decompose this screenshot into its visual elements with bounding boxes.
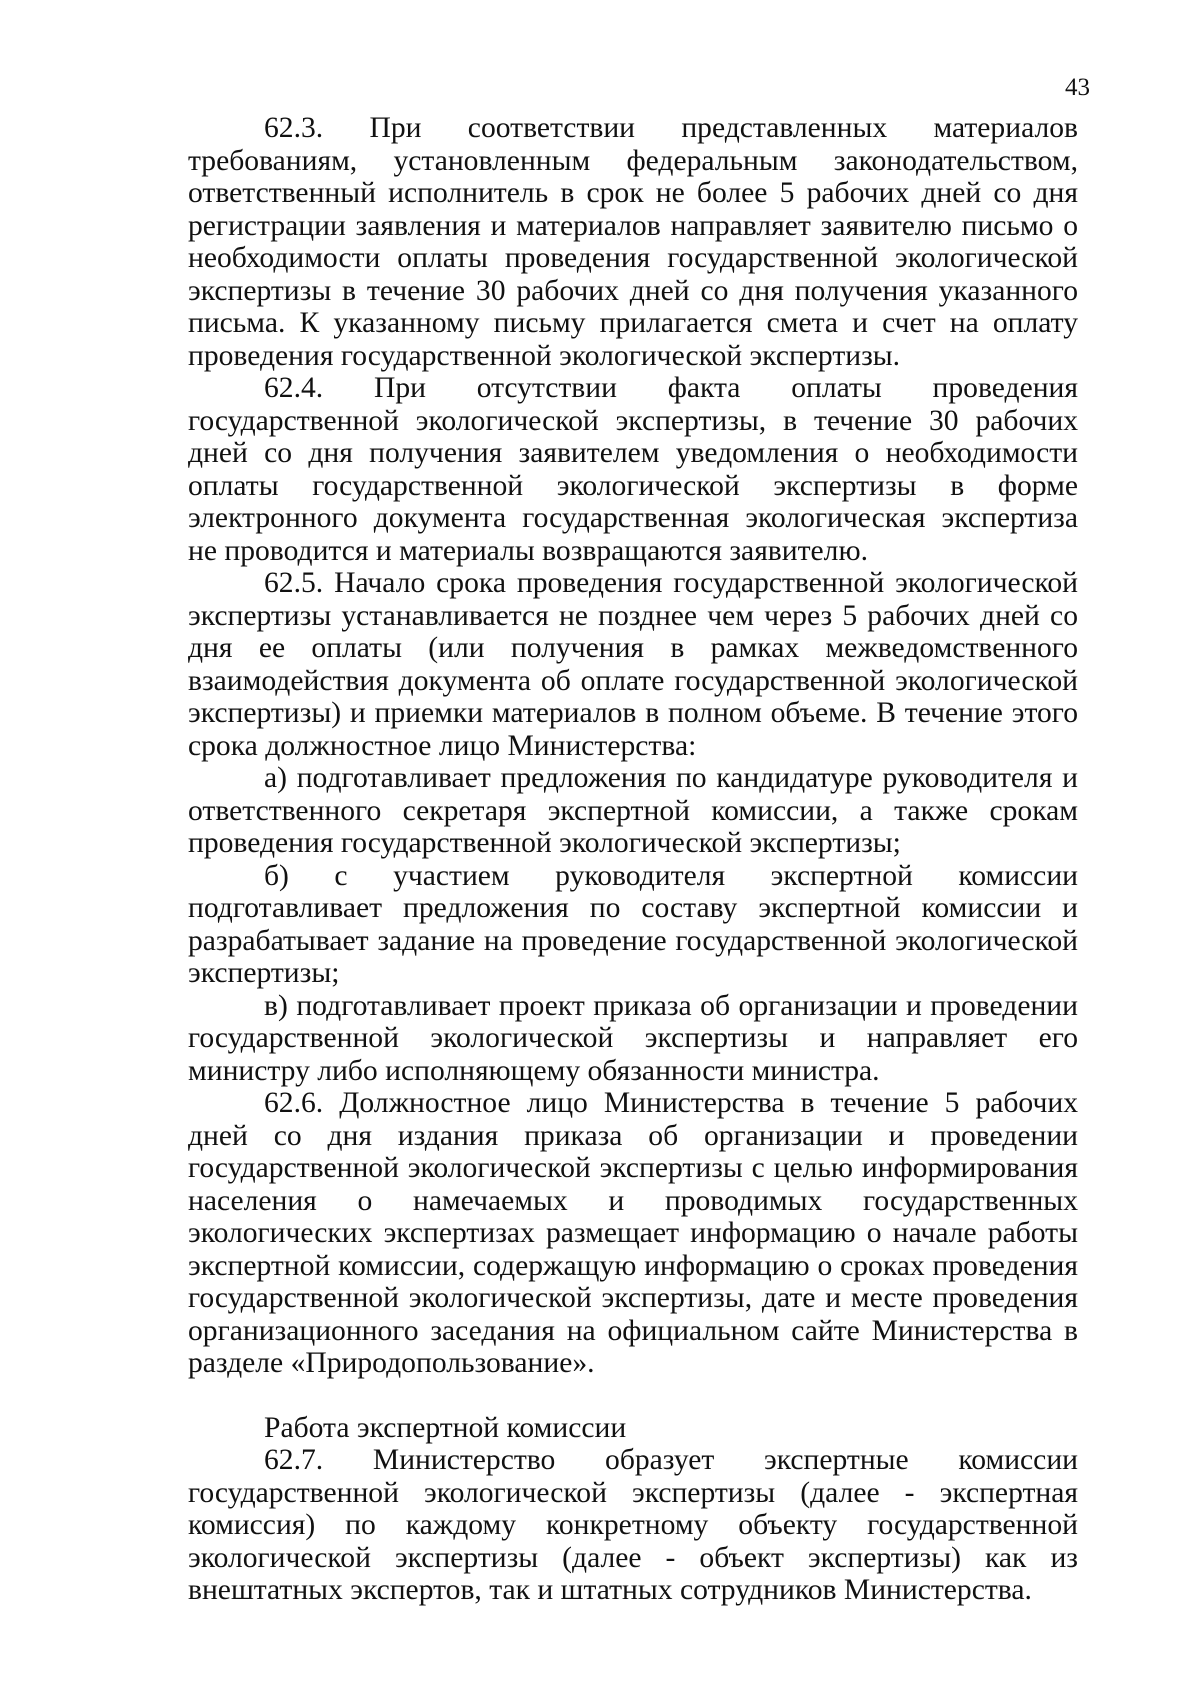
list-item-v: в) подготавливает проект приказа об организации и проведении государственной экологической экспертизы и направляет его министру либо исполняющему обязанности министра. bbox=[188, 989, 1078, 1087]
page-number: 43 bbox=[1065, 74, 1090, 101]
paragraph-62-4: 62.4. При отсутствии факта оплаты проведения государственной экологической экспертизы, в течение 30 рабочих дней со дня получения заявителем уведомления о необходимости оплаты государственной экологической экспертизы в форме электронного документа государственная экологическая экспертиза не проводится и материалы возвращаются заявителю. bbox=[188, 372, 1078, 567]
paragraph-62-7: 62.7. Министерство образует экспертные комиссии государственной экологической экспертизы (далее - экспертная комиссия) по каждому конкретному объекту государственной экологической экспертизы (далее - объект экспертизы) как из внештатных экспертов, так и штатных сотрудников Министерства. bbox=[188, 1444, 1078, 1606]
list-item-b: б) с участием руководителя экспертной комиссии подготавливает предложения по составу экспертной комиссии и разрабатывает задание на проведение государственной экологической экспертизы; bbox=[188, 859, 1078, 989]
paragraph-62-6: 62.6. Должностное лицо Министерства в течение 5 рабочих дней со дня издания приказа об организации и проведении государственной экологической экспертизы с целью информирования населения о намечаемых и проводимых государственных экологических экспертизах размещает информацию о начале работы экспертной комиссии, содержащую информацию о сроках проведения государственной экологической экспертизы, дате и месте проведения организационного заседания на официальном сайте Министерства в разделе «Природопользование». bbox=[188, 1087, 1078, 1379]
paragraph-62-5: 62.5. Начало срока проведения государственной экологической экспертизы устанавливается не позднее чем через 5 рабочих дней со дня ее оплаты (или получения в рамках межведомственного взаимодействия документа об оплате государственной экологической экспертизы) и приемки материалов в полном объеме. В течение этого срока должностное лицо Министерства: bbox=[188, 567, 1078, 762]
section-heading: Работа экспертной комиссии bbox=[264, 1411, 627, 1444]
document-body bbox=[188, 112, 1078, 1607]
list-item-a: а) подготавливает предложения по кандидатуре руководителя и ответственного секретаря экспертной комиссии, а также срокам проведения государственной экологической экспертизы; bbox=[188, 762, 1078, 859]
paragraph-62-3: 62.3. При соответствии представленных материалов требованиям, установленным федеральным законодательством, ответственный исполнитель в срок не более 5 рабочих дней со дня регистрации заявления и материалов направляет заявителю письмо о необходимости оплаты проведения государственной экологической экспертизы в течение 30 рабочих дней со дня получения указанного письма. К указанному письму прилагается смета и счет на оплату проведения государственной экологической экспертизы. bbox=[188, 112, 1078, 372]
